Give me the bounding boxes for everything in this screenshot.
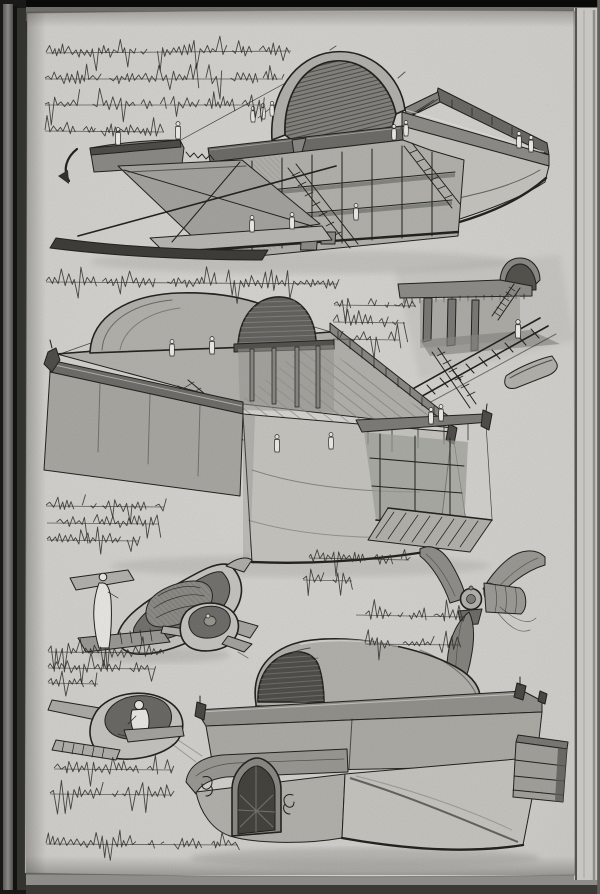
bottom-shadow-band [0, 885, 600, 894]
spine-strip [3, 4, 13, 890]
spine-groove [13, 6, 17, 890]
paper-grain [26, 12, 575, 875]
top-black-band [0, 0, 600, 7]
spine-inner [17, 8, 26, 890]
page-stack-edge [574, 8, 600, 880]
